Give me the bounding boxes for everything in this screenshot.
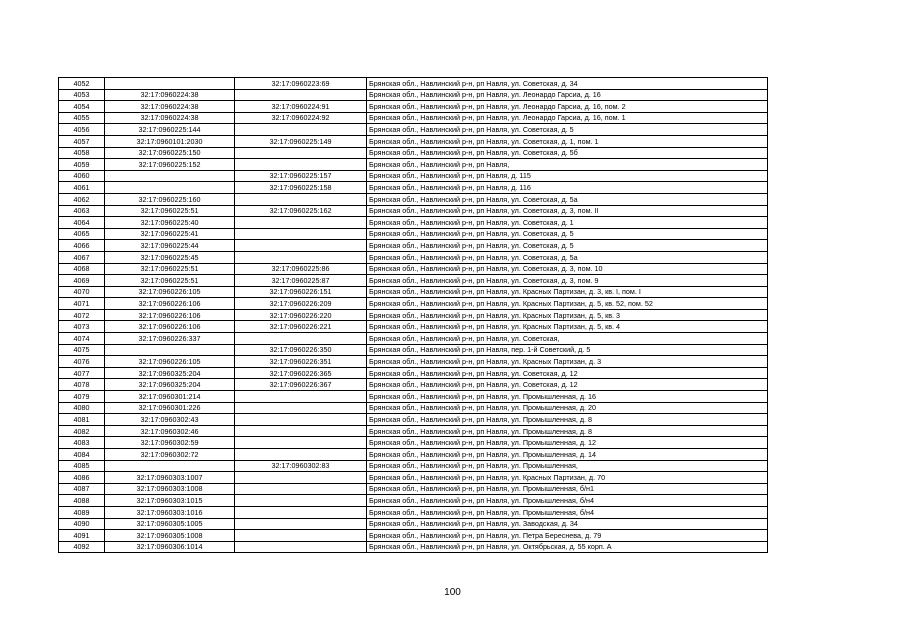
parent-cadastral-number-cell: 32:17:0960305:1005 <box>105 518 235 530</box>
parent-cadastral-number-cell: 32:17:0960225:40 <box>105 217 235 229</box>
row-number-cell: 4054 <box>59 101 105 113</box>
table-row <box>59 414 768 426</box>
cadastral-number-cell <box>235 425 367 437</box>
address-cell: Брянская обл., Навлинский р-н, рп Навля, ул. Промышленная, б/н4 <box>367 495 768 507</box>
table-row <box>59 333 768 345</box>
parent-cadastral-number-cell: 32:17:0960225:51 <box>105 205 235 217</box>
table-row <box>59 159 768 171</box>
parent-cadastral-number-cell: 32:17:0960301:214 <box>105 391 235 403</box>
row-number-cell: 4075 <box>59 344 105 356</box>
table-row <box>59 541 768 553</box>
cadastral-number-cell: 32:17:0960226:209 <box>235 298 367 310</box>
parent-cadastral-number-cell: 32:17:0960225:51 <box>105 263 235 275</box>
row-number-cell: 4077 <box>59 367 105 379</box>
parent-cadastral-number-cell: 32:17:0960101:2030 <box>105 135 235 147</box>
table-row <box>59 344 768 356</box>
parent-cadastral-number-cell: 32:17:0960303:1007 <box>105 472 235 484</box>
parent-cadastral-number-cell: 32:17:0960225:44 <box>105 240 235 252</box>
parent-cadastral-number-cell: 32:17:0960302:72 <box>105 449 235 461</box>
table-row <box>59 506 768 518</box>
parent-cadastral-number-cell <box>105 170 235 182</box>
address-cell: Брянская обл., Навлинский р-н, рп Навля, пер. 1-й Советский, д. 5 <box>367 344 768 356</box>
parent-cadastral-number-cell: 32:17:0960305:1008 <box>105 530 235 542</box>
row-number-cell: 4066 <box>59 240 105 252</box>
row-number-cell: 4090 <box>59 518 105 530</box>
table-row <box>59 495 768 507</box>
address-cell: Брянская обл., Навлинский р-н, рп Навля, ул. Советская, д. 5а <box>367 251 768 263</box>
row-number-cell: 4081 <box>59 414 105 426</box>
cadastral-number-cell: 32:17:0960226:367 <box>235 379 367 391</box>
table-row <box>59 425 768 437</box>
row-number-cell: 4059 <box>59 159 105 171</box>
address-cell: Брянская обл., Навлинский р-н, рп Навля, ул. Промышленная, д. 8 <box>367 425 768 437</box>
cadastral-number-cell <box>235 414 367 426</box>
address-cell: Брянская обл., Навлинский р-н, рп Навля, ул. Промышленная, <box>367 460 768 472</box>
address-cell: Брянская обл., Навлинский р-н, рп Навля, ул. Промышленная, д. 14 <box>367 449 768 461</box>
row-number-cell: 4087 <box>59 483 105 495</box>
cadastral-number-cell <box>235 333 367 345</box>
table-row <box>59 472 768 484</box>
address-cell: Брянская обл., Навлинский р-н, рп Навля, ул. Советская, д. 1, пом. 1 <box>367 135 768 147</box>
address-cell: Брянская обл., Навлинский р-н, рп Навля, ул. Советская, <box>367 333 768 345</box>
table-row <box>59 124 768 136</box>
parent-cadastral-number-cell <box>105 460 235 472</box>
address-cell: Брянская обл., Навлинский р-н, рп Навля, ул. Советская, д. 3, пом. II <box>367 205 768 217</box>
row-number-cell: 4065 <box>59 228 105 240</box>
cadastral-number-cell: 32:17:0960225:149 <box>235 135 367 147</box>
address-cell: Брянская обл., Навлинский р-н, рп Навля, ул. Советская, д. 5а <box>367 193 768 205</box>
address-cell: Брянская обл., Навлинский р-н, рп Навля, ул. Промышленная, д. 12 <box>367 437 768 449</box>
cadastral-number-cell <box>235 402 367 414</box>
cadastral-number-cell: 32:17:0960223:69 <box>235 78 367 90</box>
table-row <box>59 240 768 252</box>
address-cell: Брянская обл., Навлинский р-н, рп Навля, ул. Петра Береснева, д. 79 <box>367 530 768 542</box>
cadastral-number-cell <box>235 147 367 159</box>
parent-cadastral-number-cell <box>105 344 235 356</box>
table-row <box>59 437 768 449</box>
table-row <box>59 449 768 461</box>
row-number-cell: 4083 <box>59 437 105 449</box>
table-row <box>59 321 768 333</box>
table-row <box>59 78 768 90</box>
table-row <box>59 135 768 147</box>
table-row <box>59 217 768 229</box>
table-row <box>59 263 768 275</box>
address-cell: Брянская обл., Навлинский р-н, рп Навля, ул. Советская, д. 12 <box>367 367 768 379</box>
table-row <box>59 356 768 368</box>
row-number-cell: 4084 <box>59 449 105 461</box>
parent-cadastral-number-cell: 32:17:0960302:43 <box>105 414 235 426</box>
row-number-cell: 4063 <box>59 205 105 217</box>
address-cell: Брянская обл., Навлинский р-н, рп Навля, ул. Красных Партизан, д. 3, кв. I, пом. I <box>367 286 768 298</box>
page-number: 100 <box>444 587 461 598</box>
cadastral-number-cell <box>235 472 367 484</box>
table-row <box>59 251 768 263</box>
row-number-cell: 4060 <box>59 170 105 182</box>
cadastral-number-cell: 32:17:0960225:158 <box>235 182 367 194</box>
cadastral-number-cell <box>235 541 367 553</box>
parent-cadastral-number-cell: 32:17:0960225:45 <box>105 251 235 263</box>
cadastral-number-cell: 32:17:0960302:83 <box>235 460 367 472</box>
row-number-cell: 4080 <box>59 402 105 414</box>
parent-cadastral-number-cell <box>105 78 235 90</box>
address-cell: Брянская обл., Навлинский р-н, рп Навля, ул. Леонардо Гарсиа, д. 16, пом. 2 <box>367 101 768 113</box>
table-row <box>59 367 768 379</box>
parent-cadastral-number-cell: 32:17:0960226:106 <box>105 298 235 310</box>
row-number-cell: 4061 <box>59 182 105 194</box>
table-row <box>59 286 768 298</box>
address-cell: Брянская обл., Навлинский р-н, рп Навля, ул. Красных Партизан, д. 5, кв. 52, пом. 52 <box>367 298 768 310</box>
address-cell: Брянская обл., Навлинский р-н, рп Навля, ул. Леонардо Гарсиа, д. 16 <box>367 89 768 101</box>
address-cell: Брянская обл., Навлинский р-н, рп Навля, ул. Советская, д. 1 <box>367 217 768 229</box>
row-number-cell: 4053 <box>59 89 105 101</box>
parent-cadastral-number-cell: 32:17:0960225:144 <box>105 124 235 136</box>
cadastral-number-cell: 32:17:0960225:86 <box>235 263 367 275</box>
table-row <box>59 298 768 310</box>
row-number-cell: 4067 <box>59 251 105 263</box>
row-number-cell: 4074 <box>59 333 105 345</box>
parent-cadastral-number-cell: 32:17:0960306:1014 <box>105 541 235 553</box>
address-cell: Брянская обл., Навлинский р-н, рп Навля, ул. Красных Партизан, д. 5, кв. 4 <box>367 321 768 333</box>
table-row <box>59 89 768 101</box>
address-cell: Брянская обл., Навлинский р-н, рп Навля, ул. Октябрьская, д. 55 корп. А <box>367 541 768 553</box>
table-row <box>59 309 768 321</box>
row-number-cell: 4070 <box>59 286 105 298</box>
parent-cadastral-number-cell: 32:17:0960225:150 <box>105 147 235 159</box>
address-cell: Брянская обл., Навлинский р-н, рп Навля, ул. Промышленная, д. 20 <box>367 402 768 414</box>
table-row <box>59 518 768 530</box>
row-number-cell: 4076 <box>59 356 105 368</box>
cadastral-number-cell <box>235 483 367 495</box>
address-cell: Брянская обл., Навлинский р-н, рп Навля, <box>367 159 768 171</box>
table-row <box>59 275 768 287</box>
address-cell: Брянская обл., Навлинский р-н, рп Навля, д. 116 <box>367 182 768 194</box>
row-number-cell: 4082 <box>59 425 105 437</box>
cadastral-number-cell: 32:17:0960224:92 <box>235 112 367 124</box>
parent-cadastral-number-cell: 32:17:0960224:38 <box>105 101 235 113</box>
parent-cadastral-number-cell: 32:17:0960226:106 <box>105 309 235 321</box>
address-cell: Брянская обл., Навлинский р-н, рп Навля, ул. Промышленная, д. 16 <box>367 391 768 403</box>
row-number-cell: 4072 <box>59 309 105 321</box>
table-row <box>59 182 768 194</box>
parent-cadastral-number-cell: 32:17:0960303:1016 <box>105 506 235 518</box>
table-row <box>59 193 768 205</box>
row-number-cell: 4086 <box>59 472 105 484</box>
table-row <box>59 112 768 124</box>
parent-cadastral-number-cell: 32:17:0960226:105 <box>105 286 235 298</box>
cadastral-number-cell: 32:17:0960226:221 <box>235 321 367 333</box>
address-cell: Брянская обл., Навлинский р-н, рп Навля, ул. Советская, д. 3, пом. 9 <box>367 275 768 287</box>
address-cell: Брянская обл., Навлинский р-н, рп Навля, ул. Леонардо Гарсиа, д. 16, пом. 1 <box>367 112 768 124</box>
cadastral-number-cell <box>235 530 367 542</box>
cadastral-number-cell <box>235 228 367 240</box>
cadastral-number-cell: 32:17:0960226:365 <box>235 367 367 379</box>
table-row <box>59 460 768 472</box>
row-number-cell: 4055 <box>59 112 105 124</box>
address-cell: Брянская обл., Навлинский р-н, рп Навля, ул. Красных Партизан, д. 5, кв. 3 <box>367 309 768 321</box>
cadastral-number-cell <box>235 159 367 171</box>
cadastral-number-cell: 32:17:0960225:157 <box>235 170 367 182</box>
row-number-cell: 4088 <box>59 495 105 507</box>
table-row <box>59 170 768 182</box>
parent-cadastral-number-cell: 32:17:0960325:204 <box>105 379 235 391</box>
table-row <box>59 483 768 495</box>
row-number-cell: 4058 <box>59 147 105 159</box>
cadastral-number-cell: 32:17:0960226:151 <box>235 286 367 298</box>
row-number-cell: 4056 <box>59 124 105 136</box>
cadastral-number-cell <box>235 437 367 449</box>
table-row <box>59 228 768 240</box>
parent-cadastral-number-cell: 32:17:0960224:38 <box>105 112 235 124</box>
cadastral-number-cell <box>235 449 367 461</box>
parent-cadastral-number-cell: 32:17:0960225:160 <box>105 193 235 205</box>
cadastral-number-cell <box>235 495 367 507</box>
parent-cadastral-number-cell: 32:17:0960225:51 <box>105 275 235 287</box>
parent-cadastral-number-cell: 32:17:0960302:59 <box>105 437 235 449</box>
cadastral-number-cell <box>235 124 367 136</box>
address-cell: Брянская обл., Навлинский р-н, рп Навля, ул. Заводская, д. 34 <box>367 518 768 530</box>
address-cell: Брянская обл., Навлинский р-н, рп Навля, ул. Советская, д. 34 <box>367 78 768 90</box>
table-row <box>59 205 768 217</box>
address-cell: Брянская обл., Навлинский р-н, рп Навля, ул. Промышленная, б/н1 <box>367 483 768 495</box>
cadastral-number-cell <box>235 506 367 518</box>
cadastral-number-cell: 32:17:0960224:91 <box>235 101 367 113</box>
parent-cadastral-number-cell: 32:17:0960226:106 <box>105 321 235 333</box>
row-number-cell: 4068 <box>59 263 105 275</box>
cadastral-number-cell <box>235 518 367 530</box>
row-number-cell: 4092 <box>59 541 105 553</box>
parent-cadastral-number-cell: 32:17:0960302:46 <box>105 425 235 437</box>
row-number-cell: 4069 <box>59 275 105 287</box>
row-number-cell: 4064 <box>59 217 105 229</box>
row-number-cell: 4085 <box>59 460 105 472</box>
table-row <box>59 391 768 403</box>
registry-table <box>58 77 768 553</box>
row-number-cell: 4091 <box>59 530 105 542</box>
parent-cadastral-number-cell: 32:17:0960225:152 <box>105 159 235 171</box>
address-cell: Брянская обл., Навлинский р-н, рп Навля, ул. Советская, д. 5 <box>367 240 768 252</box>
table-row <box>59 402 768 414</box>
cadastral-number-cell: 32:17:0960226:351 <box>235 356 367 368</box>
cadastral-number-cell <box>235 217 367 229</box>
cadastral-number-cell <box>235 251 367 263</box>
cadastral-number-cell <box>235 391 367 403</box>
row-number-cell: 4078 <box>59 379 105 391</box>
address-cell: Брянская обл., Навлинский р-н, рп Навля, ул. Советская, д. 5 <box>367 124 768 136</box>
address-cell: Брянская обл., Навлинский р-н, рп Навля, д. 115 <box>367 170 768 182</box>
parent-cadastral-number-cell: 32:17:0960301:226 <box>105 402 235 414</box>
address-cell: Брянская обл., Навлинский р-н, рп Навля, ул. Красных Партизан, д. 3 <box>367 356 768 368</box>
parent-cadastral-number-cell: 32:17:0960225:41 <box>105 228 235 240</box>
parent-cadastral-number-cell: 32:17:0960325:204 <box>105 367 235 379</box>
parent-cadastral-number-cell: 32:17:0960224:38 <box>105 89 235 101</box>
cadastral-number-cell: 32:17:0960226:350 <box>235 344 367 356</box>
parent-cadastral-number-cell: 32:17:0960303:1008 <box>105 483 235 495</box>
cadastral-number-cell: 32:17:0960226:220 <box>235 309 367 321</box>
cadastral-number-cell <box>235 89 367 101</box>
address-cell: Брянская обл., Навлинский р-н, рп Навля, ул. Советская, д. 3, пом. 10 <box>367 263 768 275</box>
registry-table-body <box>59 78 768 553</box>
row-number-cell: 4071 <box>59 298 105 310</box>
address-cell: Брянская обл., Навлинский р-н, рп Навля, ул. Советская, д. 12 <box>367 379 768 391</box>
table-row <box>59 379 768 391</box>
address-cell: Брянская обл., Навлинский р-н, рп Навля, ул. Советская, д. 5 <box>367 228 768 240</box>
cadastral-number-cell: 32:17:0960225:162 <box>235 205 367 217</box>
row-number-cell: 4089 <box>59 506 105 518</box>
address-cell: Брянская обл., Навлинский р-н, рп Навля, ул. Промышленная, д. 8 <box>367 414 768 426</box>
address-cell: Брянская обл., Навлинский р-н, рп Навля, ул. Советская, д. 5б <box>367 147 768 159</box>
table-row <box>59 530 768 542</box>
row-number-cell: 4062 <box>59 193 105 205</box>
row-number-cell: 4052 <box>59 78 105 90</box>
row-number-cell: 4079 <box>59 391 105 403</box>
parent-cadastral-number-cell: 32:17:0960303:1015 <box>105 495 235 507</box>
cadastral-number-cell <box>235 193 367 205</box>
row-number-cell: 4073 <box>59 321 105 333</box>
parent-cadastral-number-cell <box>105 182 235 194</box>
table-row <box>59 147 768 159</box>
parent-cadastral-number-cell: 32:17:0960226:105 <box>105 356 235 368</box>
address-cell: Брянская обл., Навлинский р-н, рп Навля, ул. Промышленная, б/н4 <box>367 506 768 518</box>
parent-cadastral-number-cell: 32:17:0960226:337 <box>105 333 235 345</box>
table-row <box>59 101 768 113</box>
cadastral-number-cell: 32:17:0960225:87 <box>235 275 367 287</box>
address-cell: Брянская обл., Навлинский р-н, рп Навля, ул. Красных Партизан, д. 70 <box>367 472 768 484</box>
cadastral-number-cell <box>235 240 367 252</box>
row-number-cell: 4057 <box>59 135 105 147</box>
